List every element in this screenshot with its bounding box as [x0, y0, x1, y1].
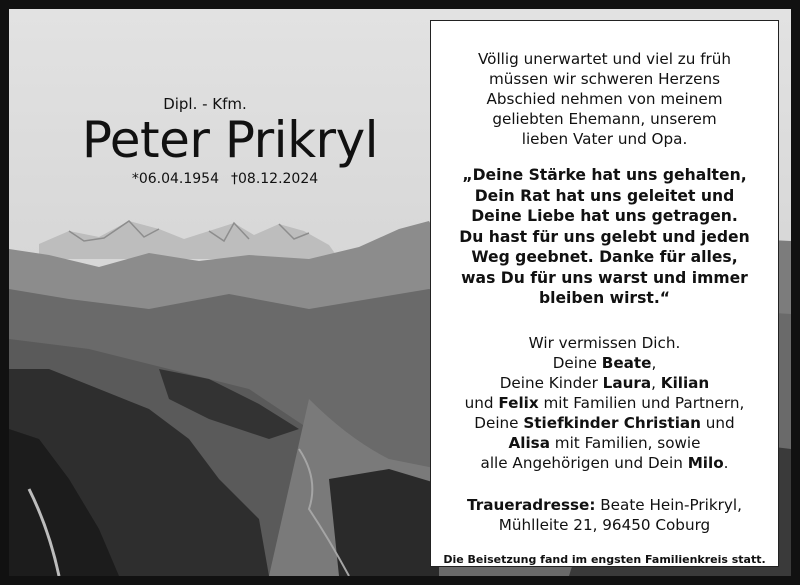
family-name: Milo [687, 453, 724, 472]
quote-line: Dein Rat hat uns geleitet und [474, 186, 735, 205]
family-text: Deine [474, 413, 524, 432]
family-line: Wir vermissen Dich. [528, 333, 681, 352]
deceased-name-block [40, 95, 400, 187]
intro-line: müssen wir schweren Herzens [489, 70, 720, 88]
family-name: Kilian [660, 373, 710, 392]
intro-line: Völlig unerwartet und viel zu früh [477, 50, 732, 68]
family-text: mit Familien, sowie [549, 433, 701, 452]
quote-line: „Deine Stärke hat uns gehalten, [462, 166, 747, 184]
family-signature [431, 333, 778, 473]
family-text: Deine Kinder [499, 373, 603, 392]
quote-line: Weg geebnet. Danke für alles, [471, 248, 738, 266]
quote-line: Du hast für uns gelebt und jeden [459, 227, 750, 246]
family-line [431, 393, 778, 413]
family-text: Deine [552, 353, 602, 372]
family-name: Alisa [508, 433, 550, 452]
family-line [431, 373, 778, 393]
family-line [431, 453, 778, 473]
family-name: Beate [601, 353, 652, 372]
family-text: mit Familien und Partnern, [538, 393, 745, 412]
family-name: Laura [602, 373, 652, 392]
family-text: alle Angehörigen und Dein [480, 453, 688, 472]
address-label: Traueradresse: [467, 495, 596, 514]
intro-line: Abschied nehmen von meinem [486, 90, 723, 108]
deceased-name: Peter Prikryl [81, 111, 379, 169]
family-text: , [651, 353, 657, 372]
birth-date: *06.04.1954 [131, 171, 219, 187]
address-line [431, 495, 778, 515]
quote-line: Deine Liebe hat uns getragen. [471, 207, 738, 225]
quote-line: bleiben wirst.“ [538, 289, 671, 307]
family-line [431, 413, 778, 433]
life-dates [50, 171, 400, 187]
family-line [431, 433, 778, 453]
address-text: Beate Hein-Prikryl, [595, 495, 742, 514]
address-line: Mühlleite 21, 96450 Coburg [498, 515, 711, 534]
family-name: Felix [498, 393, 539, 412]
family-text: , [651, 373, 661, 392]
intro-text [431, 49, 778, 149]
academic-degree: Dipl. - Kfm. [163, 95, 247, 113]
family-name: Stiefkinder Christian [523, 413, 701, 432]
text-panel [430, 20, 779, 567]
death-date: †08.12.2024 [231, 171, 319, 187]
quote-line: was Du für uns warst und immer [461, 268, 748, 287]
family-text: . [723, 453, 729, 472]
intro-line: geliebten Ehemann, unserem [492, 110, 717, 128]
family-text: und [700, 413, 735, 432]
family-text: und [464, 393, 499, 412]
burial-note: Die Beisetzung fand im engsten Familienkreis statt. [443, 552, 766, 566]
quote-text [431, 165, 778, 309]
intro-line: lieben Vater und Opa. [521, 130, 688, 148]
family-line [431, 353, 778, 373]
mourning-address [431, 495, 778, 535]
